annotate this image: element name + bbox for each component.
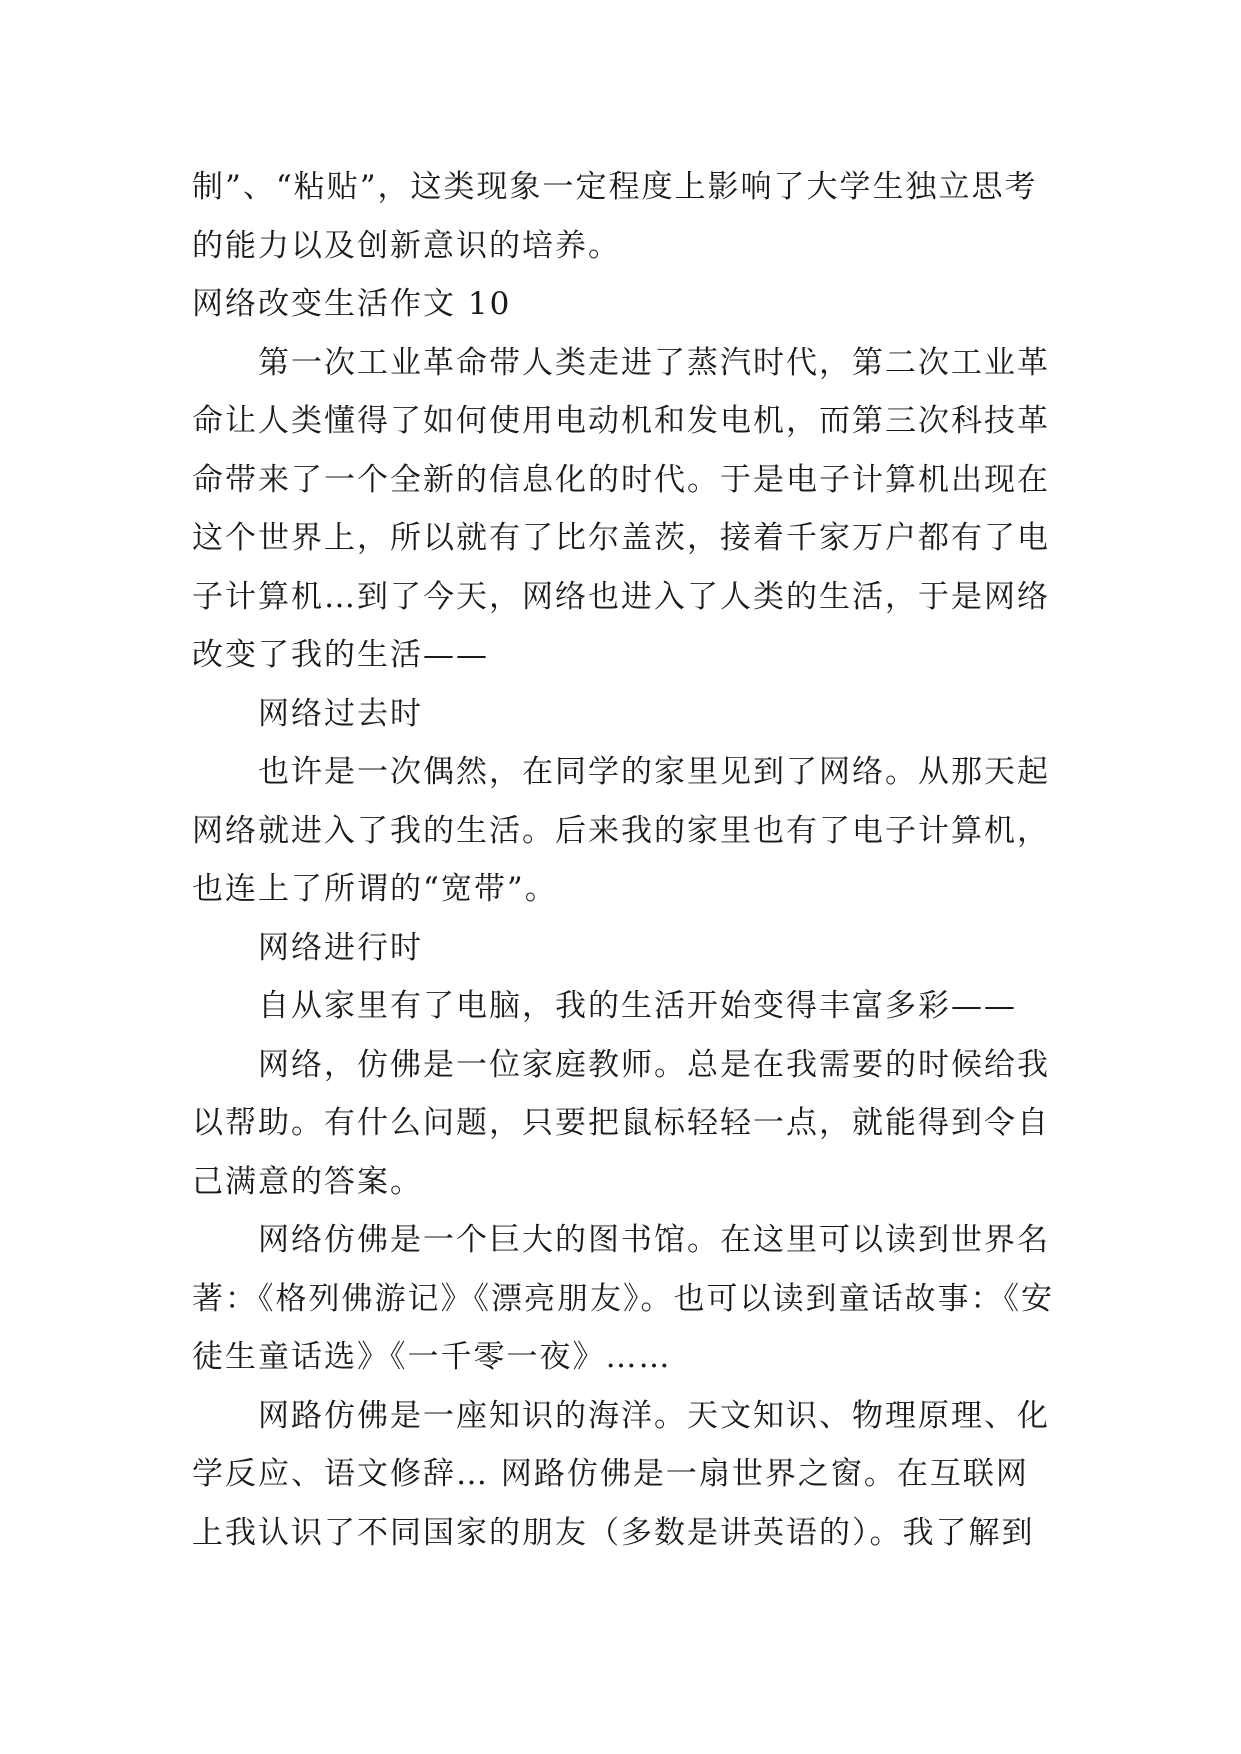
text-line: 著：《格列佛游记》《漂亮朋友》。也可以读到童话故事：《安 xyxy=(192,1280,1054,1317)
subheading: 网络过去时 xyxy=(258,695,423,732)
text-line: 徒生童话选》《一千零一夜》…… xyxy=(192,1339,672,1375)
text-line: 己满意的答案。 xyxy=(192,1163,423,1200)
text-line: 上我认识了不同国家的朋友（多数是讲英语的）。我了解到 xyxy=(192,1514,1035,1551)
text-line: 网络，仿佛是一位家庭教师。总是在我需要的时候给我 xyxy=(258,1046,1050,1083)
text-line: 这个世界上，所以就有了比尔盖茨，接着千家万户都有了电 xyxy=(192,520,1050,556)
subheading: 网络进行时 xyxy=(258,929,423,966)
text-line: 网络仿佛是一个巨大的图书馆。在这里可以读到世界名 xyxy=(258,1222,1050,1258)
text-line: 第一次工业革命带人类走进了蒸汽时代，第二次工业革 xyxy=(258,344,1050,381)
text-line: 改变了我的生活—— xyxy=(192,637,489,673)
section-heading: 网络改变生活作文 10 xyxy=(192,286,512,322)
text-line: 子计算机…到了今天，网络也进入了人类的生活，于是网络 xyxy=(192,578,1050,615)
text-line: 学反应、语文修辞… 网路仿佛是一扇世界之窗。在互联网 xyxy=(192,1456,1029,1492)
text-line: 的能力以及创新意识的培养。 xyxy=(192,227,621,264)
text-line: 以帮助。有什么问题，只要把鼠标轻轻一点，就能得到令自 xyxy=(192,1105,1050,1141)
text-line: 制”、“粘贴”，这类现象一定程度上影响了大学生独立思考 xyxy=(192,169,1038,205)
text-line: 网路仿佛是一座知识的海洋。天文知识、物理原理、化 xyxy=(258,1397,1050,1434)
text-line: 自从家里有了电脑，我的生活开始变得丰富多彩—— xyxy=(258,988,1017,1024)
text-line: 命让人类懂得了如何使用电动机和发电机，而第三次科技革 xyxy=(192,403,1050,439)
document-body xyxy=(192,158,1062,1562)
text-line: 也许是一次偶然，在同学的家里见到了网络。从那天起 xyxy=(258,754,1050,790)
text-line: 也连上了所谓的“宽带”。 xyxy=(192,871,558,907)
text-line: 命带来了一个全新的信息化的时代。于是电子计算机出现在 xyxy=(192,461,1050,498)
text-line: 网络就进入了我的生活。后来我的家里也有了电子计算机， xyxy=(192,812,1050,849)
